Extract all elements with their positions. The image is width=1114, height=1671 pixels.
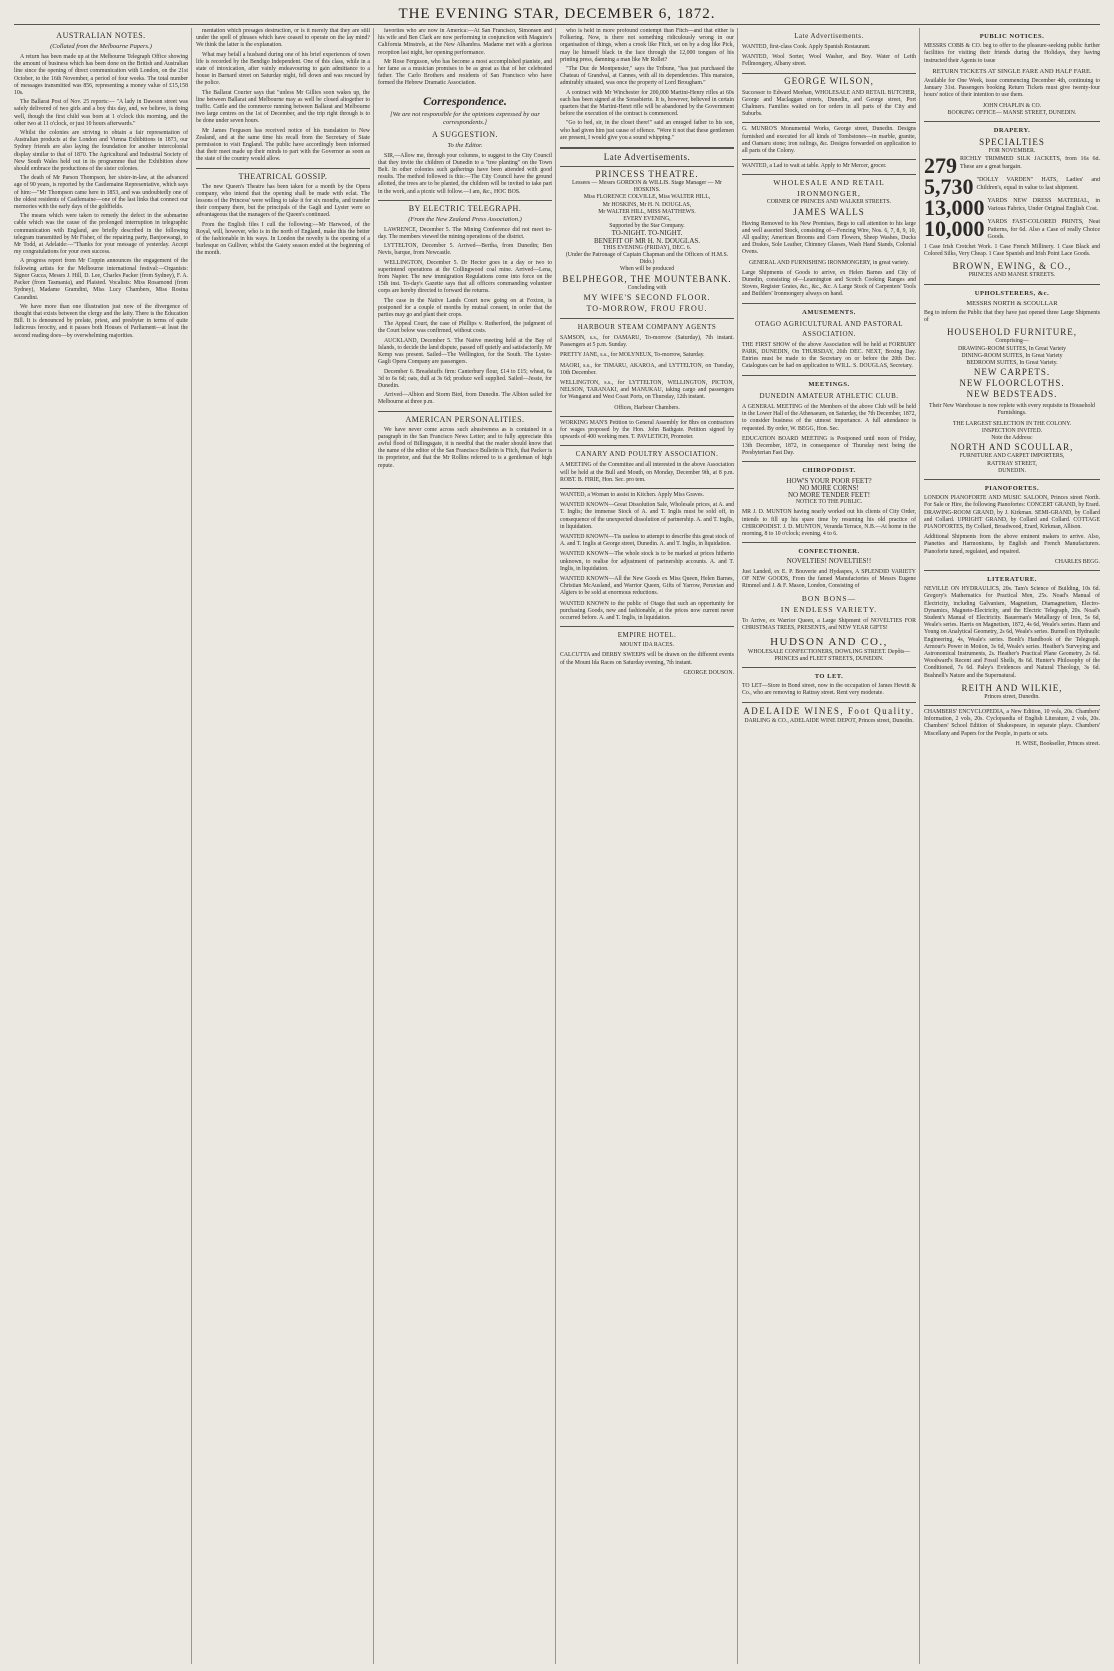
- specialty-text: RICHLY TRIMMED SILK JACKETS, from 16s 6d. These are a great bargain.: [960, 156, 1100, 170]
- masthead: THE EVENING STAR, DECEMBER 6, 1872.: [398, 6, 716, 22]
- theatre-play: TO-MORROW, FROU FROU.: [586, 303, 708, 313]
- suite-line: DINING-ROOM SUITES, In Great Variety: [961, 352, 1063, 359]
- iron-body: Having Removed to his New Premises, Begs to call attention to his large and well assorted Stock, consisting of—Fencing Wire, Nos. 6, 7, 8, 9, 10, All quality; American Brooms and Corn Flowers, Sheep Washes, Ducks and Drakes, Sole Leather, Chimney Glasses, Wash Hand Stands, Colonial Ovens.: [742, 220, 916, 256]
- theatre-lessee: Lessees — Messrs GORDON & WILLIS. Stage Manager — Mr HOSKINS.: [572, 180, 722, 194]
- telegraph-item: Arrived—Albion and Storm Bird, from Dunedin. The Albion sailed for Melbourne at three p.m.: [378, 392, 552, 406]
- divider: [742, 174, 916, 175]
- divider: [742, 122, 916, 123]
- hudson-body: WHOLESALE CONFECTIONERS, DOWLING STREET. Depôts— PRINCES and FLEET STREETS, DUNEDIN.: [747, 648, 911, 662]
- empire-sign: GEORGE DOUSON.: [683, 669, 734, 676]
- wanted-ad: WANTED, Wool Sorter, Wool Washer, and Boy. Water of Leith Fellmongery, Albany street.: [742, 54, 916, 68]
- divider: [742, 303, 916, 304]
- section-label: MEETINGS.: [808, 380, 850, 388]
- north-body: Beg to inform the Public that they have just opened three Large Shipments of: [924, 310, 1100, 324]
- household: HOUSEHOLD FURNITURE,: [947, 327, 1077, 338]
- cobb-sign: JOHN CHAPLIN & CO.: [982, 102, 1042, 109]
- specialty-item: [924, 219, 1100, 241]
- return-tickets: RETURN TICKETS AT SINGLE FARE AND HALF FARE.: [932, 67, 1092, 75]
- column-rule: [555, 28, 556, 1664]
- note-address: Note the Address:: [991, 435, 1033, 442]
- paragraph: Mr James Ferguson has received notice of his translation to New Zealand, and at the same time his recall from the Secretary of State permission to visit England. The public have accordingly been informed that their meet made up their minds to part with the Governor as soon as the state of the country would allow.: [196, 127, 370, 163]
- shipping-ad: MAORI, s.s., for TIMARU, AKAROA, and LYTTELTON, on Tuesday, 10th December.: [560, 362, 734, 376]
- cobb-ad: MESSRS COBB & CO. beg to offer to the pleasure-seeking public further facilities for visiting their friends during the Holidays, they having instructed their Agents to issue: [924, 43, 1100, 64]
- divider: [924, 479, 1100, 480]
- wanted-ad: WANTED KNOWN—Great Dissolution Sale, Wholesale prices, at A. and T. Inglis; the immense Stock of A. and T. Inglis must be sold off, in consequence of the unexpected dissolution of partnership. A. and T. Inglis, in liquidation.: [560, 502, 734, 530]
- specialty-item: [924, 198, 1100, 218]
- brown-ewing: BROWN, EWING, & CO.,: [952, 261, 1072, 272]
- paragraph: The Ballarat Courier says that "unless Mr Gillies soon wakes up, the line between Ballarat and Melbourne may as well be closed altogether to traffic. Cattle and the commerce running between Ballarat and Melbourne two large centres on the 1st of December, and the trip right through is to be done under seven hours.: [196, 89, 370, 125]
- specialty-number: 279: [924, 156, 957, 177]
- theatre-line: When will be produced: [619, 266, 675, 273]
- shipping-ad: SAMSON, s.s., for OAMARU, To-morrow (Saturday), 7th instant. Passengers at 5 p.m. Sunday.: [560, 334, 734, 349]
- section-label: LITERATURE.: [987, 575, 1037, 583]
- divider: [560, 488, 734, 489]
- section-label: TO LET.: [814, 672, 844, 680]
- corns-line: HOW'S YOUR POOR FEET?: [786, 476, 872, 485]
- reith-wilkie: REITH AND WILKIE,: [961, 682, 1063, 693]
- divider: [560, 445, 734, 446]
- letter-title: A SUGGESTION.: [431, 129, 499, 139]
- new-bedsteads: NEW BEDSTEADS.: [966, 389, 1058, 400]
- education-notice: EDUCATION BOARD MEETING is Postponed until noon of Friday, 13th December, 1872, in consequence of Thursday next being the Presbyterian Fast Day.: [742, 435, 916, 457]
- corns-line: NOTICE TO THE PUBLIC.: [795, 499, 863, 506]
- agri-heading: OTAGO AGRICULTURAL AND PASTORAL ASSOCIATION.: [754, 319, 904, 338]
- wise-sign: H. WISE, Bookseller, Princes street.: [1015, 740, 1100, 747]
- tolet-ad: TO LET—Store in Bond street, now in the occupation of James Hewitt & Co., who are removing to Rattray street. Rent very moderate.: [742, 683, 916, 697]
- divider: [742, 702, 916, 703]
- column-rule: [373, 28, 374, 1664]
- divider: [560, 147, 734, 149]
- theatre-line: THIS EVENING (FRIDAY), DEC. 6.: [602, 244, 692, 251]
- specialty-text: "DOLLY VARDEN" HATS, Ladies' and Children's, equal in value to last shipment.: [976, 177, 1100, 191]
- paragraph: mentation which presages destruction, or is it merely that they are still under the spell of phrases which have ceased to operate on the lay mind? We think the latter is the explanation.: [196, 28, 370, 49]
- corns-line: NO MORE CORNS!: [799, 483, 859, 492]
- reith-sub: Princes street, Dunedin.: [984, 693, 1040, 700]
- comprising: Comprising—: [995, 338, 1029, 345]
- divider: [378, 200, 552, 201]
- largest: THE LARGEST SELECTION IN THE COLONY.: [952, 420, 1072, 427]
- ns-name: NORTH AND SCOULLAR,: [950, 442, 1074, 453]
- divider: [196, 168, 370, 169]
- section-label: DRAPERY.: [993, 127, 1031, 135]
- theatre-cast: Miss FLORENCE COLVILLE, Miss WALTER HILL,: [583, 194, 711, 201]
- telegraph-item: LAWRENCE, December 5. The Mining Conference did not meet to-day. The members viewed the mining operations of the district.: [378, 226, 552, 241]
- shipping-ad: PRETTY JANE, s.s., for MOLYNEUX, To-morrow, Saturday.: [560, 352, 705, 359]
- late-ads-heading: Late Advertisements.: [794, 32, 864, 40]
- paragraph: We have more than one illustration just now of the divergence of thought that exists between the clergy and the laity. There is the Education Bill. It is denounced by prelate, priest, and presbyter in terms of quite ludicrous ferocity, and it passes both Houses of Parliament—at least the second reading does—by overwhelming majorities.: [14, 303, 188, 339]
- inspect: INSPECTION INVITED.: [981, 427, 1043, 434]
- specialty-text: YARDS NEW DRESS MATERIAL, in Various Fabrics, Under Original English Cost.: [987, 198, 1100, 212]
- late-ads-heading: Late Advertisements.: [603, 152, 691, 163]
- column-4: [560, 28, 734, 1664]
- suite-line: DRAWING-ROOM SUITES, In Great Variety: [957, 345, 1067, 352]
- specialty-number: 5,730: [924, 177, 974, 198]
- novelties: NOVELTIES! NOVELTIES!!: [786, 557, 872, 566]
- theatre-name: PRINCESS THEATRE.: [595, 169, 699, 180]
- telegraph-item: AUCKLAND, December 5. The Native meeting held at the Bay of Islands, to decide the land dispute, passed off quietly and satisfactorily. Mr Kemp was present. Sailed—The Wellington, for the South. The Lyster-Gagli Opera Company are passengers.: [378, 337, 552, 366]
- theatre-line: BENEFIT OF MR H. N. DOUGLAS.: [593, 236, 701, 245]
- harbour-heading: HARBOUR STEAM COMPANY AGENTS: [577, 322, 717, 331]
- section-label: AMUSEMENTS.: [802, 308, 856, 316]
- paragraph: The new Queen's Theatre has been taken for a month by the Opera company, who intend that the opening shall be made with eclat. The lessons of the Princess' were willing to take it for six months, and transfer their company there, but the principals of the Gagli and Lyster were so advantageous that the managers of the Queen's continued.: [196, 183, 370, 219]
- arrive-body: To Arrive, ex Warrior Queen, a Large Shipment of NOVELTIES FOR CHRISTMAS TREES, PRESENTS, and NEW YEAR GIFTS!: [742, 618, 916, 632]
- masthead-rule: [14, 24, 1100, 25]
- theatre-cast: Mr WALTER HILL, MISS MATTHEWS.: [598, 208, 696, 215]
- section-heading: AMERICAN PERSONALITIES.: [405, 414, 525, 424]
- divider: [742, 667, 916, 668]
- paragraph: From the English files I cull the following:—Mr Harwood, of the Royal, will, however, who is in the north of England, make this the better of the fashionable in his ways. In London the novelty is the opening of a burlesque on Gulliver, whilst the Gaiety season ended at the beginning of the month.: [196, 221, 370, 257]
- paragraph: A return has been made up at the Melbourne Telegraph Office showing the amount of business which has been done on the British and Australian line since the opening of direct communication with London, on the 21st October, to the 16th November, a period of four weeks. The total number of messages transmitted was 856, representing a money value of £15,158 10s.: [14, 54, 188, 97]
- chiro-body: MR J. D. MUNTON having nearly worked out his clients of City Order, intends to fill up his spare time by resuming his old practice of CHIROPODIST. J. D. MUNTON, Veranda Terrace, N.B.—At home in the morning, 8 to 10 o'clock; evening, 4 to 6.: [742, 509, 916, 537]
- section-heading: THEATRICAL GOSSIP.: [238, 171, 328, 181]
- paragraph: "The Duc de Montpensier," says the Tribune, "has just purchased the Chateau of Grandval, at Cannes, with all its dependencies. This mansion, admirably situated, was once the property of Lord Brougham.": [560, 66, 734, 87]
- endless: IN ENDLESS VARIETY.: [780, 605, 878, 615]
- iron-heading: WHOLESALE AND RETAIL IRONMONGER,: [773, 178, 885, 199]
- piano-body: Additional Shipments from the above eminent makers to arrive. Also, Pianettes and Harmoniums, by English and French Manufacturers. Pianoforte tuned, regulated, and repaired.: [924, 534, 1100, 555]
- hudson-name: HUDSON AND CO.,: [770, 635, 888, 648]
- wanted-ad: WANTED, a Woman to assist in Kitchen. Apply Miss Graves.: [560, 491, 705, 498]
- correspondence-heading: Correspondence.: [423, 93, 507, 108]
- new-carpets: NEW CARPETS.: [973, 367, 1051, 378]
- canary-heading: CANARY AND POULTRY ASSOCIATION.: [575, 450, 719, 459]
- specialty-item: [924, 156, 1100, 176]
- north-scoullar: MESSRS NORTH & SCOULLAR: [966, 299, 1058, 307]
- ns-line: RATTRAY STREET,: [987, 460, 1037, 467]
- divider: [378, 411, 552, 412]
- correspondence-note: [We are not responsible for the opinions expressed by our correspondents.]: [390, 110, 540, 126]
- iron-sub: CORNER OF PRINCES AND WALKER STREETS.: [766, 199, 892, 206]
- paragraph: who is held in more profound contempt than Fitch—and that either is Folkering. Now, is there not something ridiculously wrong in our organisation of things, when a crook like Fitch, set on by a dog like Pick, may lie himself black in the face through the 12,000 tongues of his printing press, damning a man like Mr Rollet?: [560, 28, 734, 63]
- chambers-list: CHAMBERS' ENCYCLOPEDIA, a New Edition, 10 vols, 20s. Chambers' Information, 2 vols, 20s. Cyclopaedia of English Literature, 2 vols, 20s. Chambers' School Edition of Shakespeare, in separate plays. Chambers' Miscellany and Papers for the People, in parts or sets.: [924, 708, 1100, 737]
- wanted-ad: WANTED KNOWN—The whole stock is to be marked at prices hitherto unknown, to realise for adjustment of partnership accounts. A. and T. Inglis, in liquidation.: [560, 551, 734, 572]
- letter-to: To the Editor.: [447, 141, 483, 149]
- paragraph: A contract with Mr Winchester for 200,000 Martini-Henry rifles at 60s each has been signed at the Sorasbierte. It is, however, believed in certain quarters that the Martini-Henri rifle will be abandoned by the Government before the execution of the contract is commenced.: [560, 89, 734, 118]
- divider: [924, 705, 1100, 706]
- harbour-office: Offices, Harbour Chambers.: [614, 404, 680, 411]
- iron-name: JAMES WALLS: [793, 206, 865, 217]
- telegraph-item: December 6. Breadstuffs firm: Canterbury flour, £14 to £15; wheat, 6s 3d to 6s 6d; oats, dull at 3s 6d; produce well supplied. Sailed—Jessie, for Dunedin.: [378, 368, 552, 389]
- wanted-ad: WANTED KNOWN—All the New Goods ex Miss Queen, Helen Barnes, Christian McAusland, and Warrior Queen, Gifts of Yarrow, Peruvian and Algiers to be sold at enormous reductions.: [560, 575, 734, 597]
- theatre-line: Supported by the Star Company.: [609, 223, 685, 230]
- column-6: [924, 28, 1100, 1664]
- empire-body: CALCUTTA and DERBY SWEEPS will be drawn on the different events of the Mount Ida Races on Saturday evening, 7th instant.: [560, 652, 734, 666]
- telegraph-heading: BY ELECTRIC TELEGRAPH.: [408, 203, 522, 213]
- shipping-ad: WELLINGTON, s.s., for LYTTELTON, WELLINGTON, PICTON, NELSON, TARANAKI, and MANUKAU, taking cargo and passengers for Wanganui and West Coast Ports, on Thursday, 12th instant.: [560, 379, 734, 401]
- specialty-number: 13,000: [924, 198, 985, 219]
- brown-sub: PRINCES AND MANSE STREETS.: [968, 272, 1056, 279]
- divider: [560, 166, 734, 167]
- column-3: [378, 28, 552, 1664]
- divider: [560, 626, 734, 627]
- suite-line: BEDROOM SUITES, In Great Variety.: [966, 360, 1058, 367]
- divider: [924, 121, 1100, 122]
- column-5: [742, 28, 916, 1664]
- paragraph: What may befall a husband during one of his brief experiences of town life is recorded by the Bendigo Independent. One of this class, while in a state of intoxication, after vainly endeavouring to gain admittance to a house in Barnard street on Saturday night, fell down and was rescued by the police.: [196, 51, 370, 87]
- ns-line: DUNEDIN.: [998, 467, 1026, 474]
- column-rule: [737, 28, 738, 1664]
- butcher-body: Successor to Edward Meehan, WHOLESALE AND RETAIL BUTCHER, George and Maclaggan streets, Dunedin, and George street, Port Chalmers. Families waited on for orders in all parts of the City and Suburbs.: [742, 89, 916, 118]
- section-label: CONFECTIONER.: [798, 548, 860, 556]
- wanted-ad: WANTED KNOWN to the public of Otago that such an opportunity for purchasing Goods, new and fashionable, at the prices now current never occurred before. A. and T. Inglis, in liquidation.: [560, 600, 734, 621]
- letter-body: SIR,—Allow me, through your columns, to suggest to the City Council that they invite the children of Dunedin to a "tree planting" on the Town Belt. In other colonies such gatherings have been attended with good results. The method followed is this:—The City Council have the ground allotted, the trees are to be planted, the children will be invited to take part in the work, and a picnic will follow.—I am, &c., HOC BOS.: [378, 152, 552, 195]
- paragraph: Whilst the colonies are striving to obtain a fair representation of Australian products at the London and Vienna Exhibitions in 1873, our Sydney friends are also laying the foundation for another intercolonial display similar to that of 1870. The Agricultural and Industrial Society of New South Wales held out in its programme that the Exhibition show should embrace the productions of the sister colonies.: [14, 130, 188, 173]
- column-australian-notes: [14, 28, 188, 1664]
- article-title: AUSTRALIAN NOTES.: [56, 31, 146, 40]
- wanted-ad: WANTED, a Lad to wait at table. Apply to Mr Mercer, grocer.: [742, 163, 887, 170]
- section-label: UPHOLSTERERS, &c.: [974, 289, 1050, 297]
- article-subtitle: (Collated from the Melbourne Papers.): [50, 43, 152, 50]
- divider: [924, 570, 1100, 571]
- paragraph: The means which were taken to remedy the defect in the submarine cable which was the cause of the prolonged interruption in telegraphic communication with England, are briefly described in the following telegram transmitted by Mr Fisher, of the repairing party, Banjoewangi, to Mr Todd, at Adelaide:—"Thanks for your message of yesterday. Accept my congratulations for your own success.: [14, 213, 188, 256]
- athletic-body: A GENERAL MEETING of the Members of the above Club will be held in the Lower Hall of the Athenaeum, on Saturday, the 7th December, 1872, to consider business of the utmost importance. A full attendance is requested. By order, W. BEGG, Hon. Sec.: [742, 403, 916, 432]
- telegraph-sub: (From the New Zealand Press Association.): [408, 215, 522, 223]
- divider: [742, 461, 916, 462]
- bonbons: BON BONS—: [801, 594, 857, 604]
- wanted-ad: WANTED, first-class Cook. Apply Spanish Restaurant.: [742, 44, 871, 50]
- paragraph: A progress report from Mr Coppin announces the engagement of the following artists for the Melbourne international festival:—Organists: Signor Gucca, Messrs J. Hill, D. Lee, Charles Packer (from Sydney), F. A. Packer (from Tasmania), and Plaisted. Vocalists: Miss Rosamond (from Sydney), Madame Gramdini, Miss Lucy Chambers, Miss Rosina Carandini.: [14, 258, 188, 301]
- divider: [924, 284, 1100, 285]
- section-label: CHIROPODIST.: [802, 467, 856, 475]
- divider: [742, 159, 916, 160]
- telegraph-item: The Appeal Court, the case of Phillips v. Rutherford, the judgment of the Court below was confirmed, without costs.: [378, 321, 552, 335]
- paragraph: The death of Mr Parson Thompson, her sister-in-law, at the advanced age of 90 years, is reported by the Castlemaine Representative, which says of him:—"Mr Thompson came here in 1853, and was undoubtedly one of the oldest residents of Castlemaine—one of the last links that connect our memories with the early days of the goldfields.: [14, 175, 188, 211]
- theatre-line: TO-NIGHT. TO-NIGHT.: [611, 229, 683, 238]
- wanted-ad: WANTED KNOWN—Tis useless to attempt to describe this great stock of A. and T. Inglis at George street, Dunedin. A. and T. Inglis, in liquidation.: [560, 533, 734, 548]
- paragraph: We have never come across such abusiveness as is contained in a paragraph in the San Francisco News Letter; and to fully appreciate this awful flood of Billingsgate, it is needful that the reader should know that the name of the editor of the San Francisco Bulletin is Fitch, that Packer is its proprietor, and that the Mr Rollins referred to is a gentleman of high repute.: [378, 426, 552, 469]
- paragraph: favorites who are now in America:—At San Francisco, Simonsen and his wife and Ben Clark are now performing in conjunction with Maguire's California Minstrels, at the New Alhambra. Madame met with a glorious reception last night, her opening performance.: [378, 28, 552, 56]
- cobb-body: Available for One Week, issue commencing December 4th, continuing to January 31st. Passengers booking Return Tickets must give twenty-four hours' notice of their intention to use them.: [924, 78, 1100, 99]
- literature-list: NEVILLE ON HYDRAULICS, 20s. Tam's Science of Building, 10s 6d. Gregory's Mathematics for Practical Men, 25s. Noad's Manual of Electricity, including Galvanism, Magnetism, Diamagnetism, Electro-Dynamics, Magneto-Electricity, and the Electric Telegraph, 20s. Noad's Student's Manual of Electricity. Bauerman's Metallurgy of Iron, 5s 6d, Weale's series. Harris on Magnetism, 1872, 4s 6d, Weale's series. Hann and Young on Analytical Geometry, 2s 6d, Weale's series. Burnell on Hydraulic Engineering, 4s, Weale's series. Bonlt's Handbook of the Telegraph. Armour's Power in Motion, 3s 6d, Weale's series. Heather's Surveying and Astronomical Instruments, 2s. Heather's Practical Plane Geometry, 2s 6d. Woodward's Recent and Fossil Shells, 8s 6d. Hunter's Philosophy of the Conditioned, 7s 6d. Paley's Evidences and Natural Theology, 3s 6d. Bushnell's Nature and the Supernatural.: [924, 586, 1100, 679]
- for-november: FOR NOVEMBER.: [988, 148, 1036, 155]
- iron-general: GENERAL AND FURNISHING IRONMONGERY, in great variety.: [749, 259, 909, 266]
- divider: [560, 416, 734, 417]
- telegraph-item: WELLINGTON, December 5. Dr Hector goes in a day or two to superintend operations at the Collingwood coal mine. Arrived—Lena, from Napier. The new immigration Regulations come into force on the 15th inst. To-day's Gazette says that all officers commanding volunteer corps are hereby directed to forward the returns.: [378, 259, 552, 295]
- paragraph: The Ballarat Post of Nov. 25 reports:— "A lady in Dawson street was safely delivered of two girls and a boy this day, and, we believe, is doing well, though the first child was born at 1 o'clock this morning, and the other two at 11 o'clock, or just 10 hours afterwards.": [14, 99, 188, 127]
- divider: [742, 73, 916, 74]
- specialty-text: YARDS FAST-COLORED PRINTS, Neat Patterns, for 6d. Also a Case of really Choice Goods.: [987, 219, 1100, 240]
- theatre-play: BELPHEGOR, THE MOUNTEBANK.: [562, 273, 732, 284]
- paragraph: Mr Rose Ferguson, who has become a most accomplished pianiste, and her fame as a musician promises to be as great as that of her celebrated father. The Carlo Brothers and residents of San Francisco who have formed the Hebrew Dramatic Association.: [378, 58, 552, 87]
- theatre-line: Concluding with: [627, 284, 667, 291]
- conf-body: Just Landed, ex E. P. Bouverie and Hydaspes, A SPLENDID VARIETY OF NEW GOODS, From the famed Manufactories of Messrs Eugene Rimmel and J. & F. Mason, London, Consisting of: [742, 568, 916, 589]
- cases-list: 1 Case Irish Crotchet Work. 1 Case French Millinery. 1 Case Black and Colored Silks, Very Cheap. 1 Case Spanish and Irish Point Lace Goods.: [924, 244, 1100, 258]
- adelaide-heading: ADELAIDE WINES, Foot Quality.: [743, 705, 915, 716]
- adelaide-sign: DARLING & CO., ADELAIDE WINE DEPOT, Princes street, Dunedin.: [744, 717, 914, 724]
- butcher-name: GEORGE WILSON,: [784, 75, 874, 86]
- agri-body: THE FIRST SHOW of the above Association will be held at FORBURY PARK, DUNEDIN, On THURSDAY, 26th DEC. NEXT, Boxing Day. Entries must be made to the Secretary on or before the 20th Dec. Catalogues can be had on application to WILL. S. DOUGLAS, Secretary.: [742, 341, 916, 370]
- section-label: PIANOFORTES.: [984, 484, 1040, 492]
- empire-heading: EMPIRE HOTEL.: [617, 631, 677, 640]
- column-rule: [919, 28, 920, 1664]
- specialty-item: [924, 177, 1100, 197]
- paragraph: "Go to bed, sir, in the closet there!" said an enraged father to his son, who had given him just cause of offence. "Were it not that these gentlemen are present, I would give you a sound whipping.": [560, 120, 734, 141]
- begg-sign: CHARLES BEGG.: [1054, 558, 1100, 565]
- theatre-cast: Mr HOSKINS, Mr H. N. DOUGLAS,: [602, 201, 692, 208]
- telegraph-item: LYTTELTON, December 5. Arrived—Bertha, from Dunedin; Ben Nevis, barque, from Newcastle.: [378, 243, 552, 257]
- theatre-line: (Under the Patronage of Captain Chapman and the Officers of H.M.S. Dido.): [565, 252, 729, 266]
- column-2: [196, 28, 370, 1664]
- divider: [742, 542, 916, 543]
- specialty-number: 10,000: [924, 219, 985, 242]
- piano-body: LONDON PIANOFORTE AND MUSIC SALOON, Princes street North. For Sale or Hire, the following Pianofortes: CONCERT GRAND, by Erard. DRAWING-ROOM GRAND, by J. Kirkman. SEMI-GRAND, by Collard and Collard. UPRIGHT GRAND, by Collard and Collard. COTTAGE PIANOFORTES, By Collard, Broadwood, Erard, Kirkman, Allison.: [924, 495, 1100, 530]
- athletic-heading: DUNEDIN AMATEUR ATHLETIC CLUB.: [759, 391, 899, 400]
- new-floorcloths: NEW FLOORCLOTHS.: [959, 378, 1065, 389]
- divider: [742, 375, 916, 376]
- divider: [560, 318, 734, 319]
- specialties: SPECIALTIES: [979, 137, 1045, 148]
- monument-ad: G. MUNRO'S Monumental Works, George street, Dunedin. Designs furnished and executed for all kinds of Tombstones—in marble, granite, and Oamaru stone; iron railings, &c. Designs forwarded on application to all parts of the Colony.: [742, 126, 916, 155]
- theatre-play: MY WIFE'S SECOND FLOOR.: [583, 292, 711, 302]
- meeting-ad: A MEETING of the Committee and all interested in the above Association will be held at the Bull and Mouth, on Monday, December 9th, at 8 p.m. ROBT. B. FIRIE, Hon. Sec. pro tem.: [560, 462, 734, 483]
- booking-office: BOOKING OFFICE— MANSE STREET, DUNEDIN.: [947, 109, 1077, 116]
- section-label: PUBLIC NOTICES.: [979, 33, 1045, 40]
- iron-body: Large Shipments of Goods to arrive, ex Helen Barnes and City of Dunedin, consisting of—Leamington and Scotch Cooking Ranges and Stoves, Register Grates, &c., &c., &c. A Large Stock of Carpenters' Tools and Builders' Ironmongery always on hand.: [742, 269, 916, 298]
- column-rule: [191, 28, 192, 1664]
- empire-sub: MOUNT IDA RACES.: [619, 642, 675, 649]
- corns-line: NO MORE TENDER FEET!: [787, 490, 871, 499]
- theatre-line: EVERY EVENING,: [623, 216, 671, 223]
- warehouse: Their New Warehouse is now replete with every requisite in Household Furnishings.: [929, 403, 1095, 417]
- ns-line: FURNITURE AND CARPET IMPORTERS,: [959, 453, 1065, 460]
- petition-ad: WORKING MAN'S Petition to General Assembly for 8hrs on contractors for wages proposed by the Hon. John Bathgate. Petition signed by upwards of 400 working men. T. PAVLETICH, Promoter.: [560, 419, 734, 441]
- telegraph-item: The case in the Native Lands Court now going on at Foxton, is postponed for a couple of months by mutual consent, in order that the parties may go and plant their crops.: [378, 297, 552, 319]
